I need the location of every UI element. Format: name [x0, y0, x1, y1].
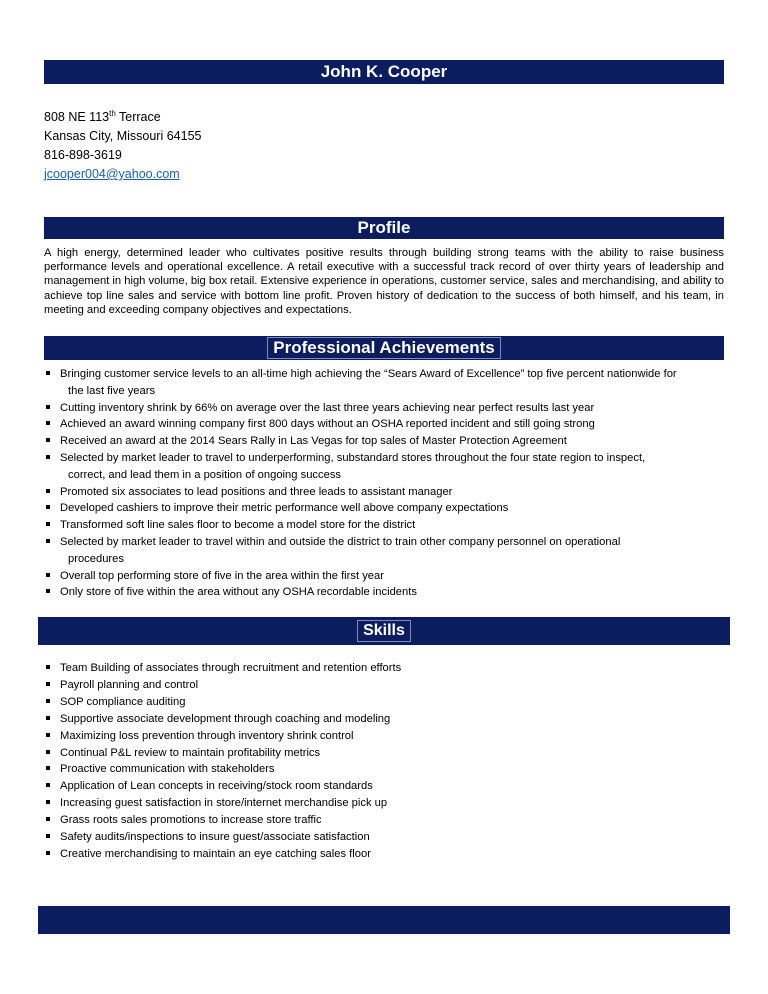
name-header-bar [44, 60, 724, 84]
bullet-icon [46, 817, 50, 821]
list-item: Payroll planning and control [44, 677, 734, 694]
list-item: Team Building of associates through recruitment and retention efforts [44, 660, 734, 677]
bullet-icon [46, 682, 50, 686]
list-item: Grass roots sales promotions to increase store traffic [44, 812, 734, 829]
list-item: Creative merchandising to maintain an eye catching sales floor [44, 846, 734, 863]
profile-title: Profile [357, 218, 411, 237]
list-item: Selected by market leader to travel to underperforming, substandard stores throughout the four state region to inspect, correct, and lead them in a position of ongoing success [44, 450, 734, 484]
list-item: Supportive associate development through coaching and modeling [44, 711, 734, 728]
list-item: Only store of five within the area without any OSHA recordable incidents [44, 584, 734, 601]
bullet-icon [46, 371, 50, 375]
bullet-icon [46, 573, 50, 577]
achievements-section-bar [44, 336, 724, 360]
list-item: Increasing guest satisfaction in store/internet merchandise pick up [44, 795, 734, 812]
bullet-icon [46, 733, 50, 737]
list-item: Proactive communication with stakeholders [44, 761, 734, 778]
list-item: Bringing customer service levels to an all-time high achieving the “Sears Award of Excellence” top five percent nationwide for the last five years [44, 366, 734, 400]
bullet-icon [46, 851, 50, 855]
list-item: Selected by market leader to travel within and outside the district to train other company personnel on operational procedures [44, 534, 734, 568]
phone-number: 816-898-3619 [44, 148, 122, 162]
skills-title: Skills [357, 620, 411, 642]
bullet-icon [46, 665, 50, 669]
bullet-icon [46, 489, 50, 493]
street-address: 808 NE 113th Terrace [44, 109, 161, 124]
bullet-icon [46, 421, 50, 425]
list-item: Application of Lean concepts in receiving/stock room standards [44, 778, 734, 795]
list-item: Continual P&L review to maintain profitability metrics [44, 745, 734, 762]
bullet-icon [46, 438, 50, 442]
bullet-icon [46, 716, 50, 720]
skills-list [44, 660, 734, 863]
bullet-icon [46, 505, 50, 509]
bullet-icon [46, 783, 50, 787]
email-link[interactable]: jcooper004@yahoo.com [44, 167, 180, 181]
bullet-icon [46, 589, 50, 593]
bullet-icon [46, 455, 50, 459]
bullet-icon [46, 750, 50, 754]
achievements-list [44, 366, 734, 601]
list-item: Safety audits/inspections to insure guest/associate satisfaction [44, 829, 734, 846]
candidate-name: John K. Cooper [320, 62, 448, 81]
city-state-zip: Kansas City, Missouri 64155 [44, 129, 202, 143]
bullet-icon [46, 800, 50, 804]
list-item: SOP compliance auditing [44, 694, 734, 711]
list-item: Cutting inventory shrink by 66% on average over the last three years achieving near perfect results last year [44, 400, 734, 417]
bullet-icon [46, 405, 50, 409]
list-item: Maximizing loss prevention through inventory shrink control [44, 728, 734, 745]
bullet-icon [46, 699, 50, 703]
list-item: Developed cashiers to improve their metric performance well above company expectations [44, 500, 734, 517]
list-item: Transformed soft line sales floor to become a model store for the district [44, 517, 734, 534]
bullet-icon [46, 834, 50, 838]
list-item: Overall top performing store of five in the area within the first year [44, 568, 734, 585]
list-item: Received an award at the 2014 Sears Rally in Las Vegas for top sales of Master Protection Agreement [44, 433, 734, 450]
bullet-icon [46, 766, 50, 770]
contact-block [44, 108, 201, 184]
profile-section-bar [44, 217, 724, 239]
bullet-icon [46, 522, 50, 526]
skills-section-bar [38, 617, 730, 645]
list-item: Promoted six associates to lead positions and three leads to assistant manager [44, 484, 734, 501]
profile-summary: A high energy, determined leader who cultivates positive results through building strong teams with the ability to raise business performance levels and operational excellence. A retail executive with a successful track record of over thirty years of leadership and management in high volume, big box retail. Extensive experience in operations, customer service, sales and merchandising, and ability to achieve top line sales and service with bottom line profit. Proven history of dedication to the success of both himself, and his team, in meeting and exceeding company objectives and expectations. [44, 247, 724, 316]
bullet-icon [46, 539, 50, 543]
list-item: Achieved an award winning company first 800 days without an OSHA reported incident and still going strong [44, 416, 734, 433]
footer-bar [38, 906, 730, 934]
achievements-title: Professional Achievements [267, 337, 500, 359]
